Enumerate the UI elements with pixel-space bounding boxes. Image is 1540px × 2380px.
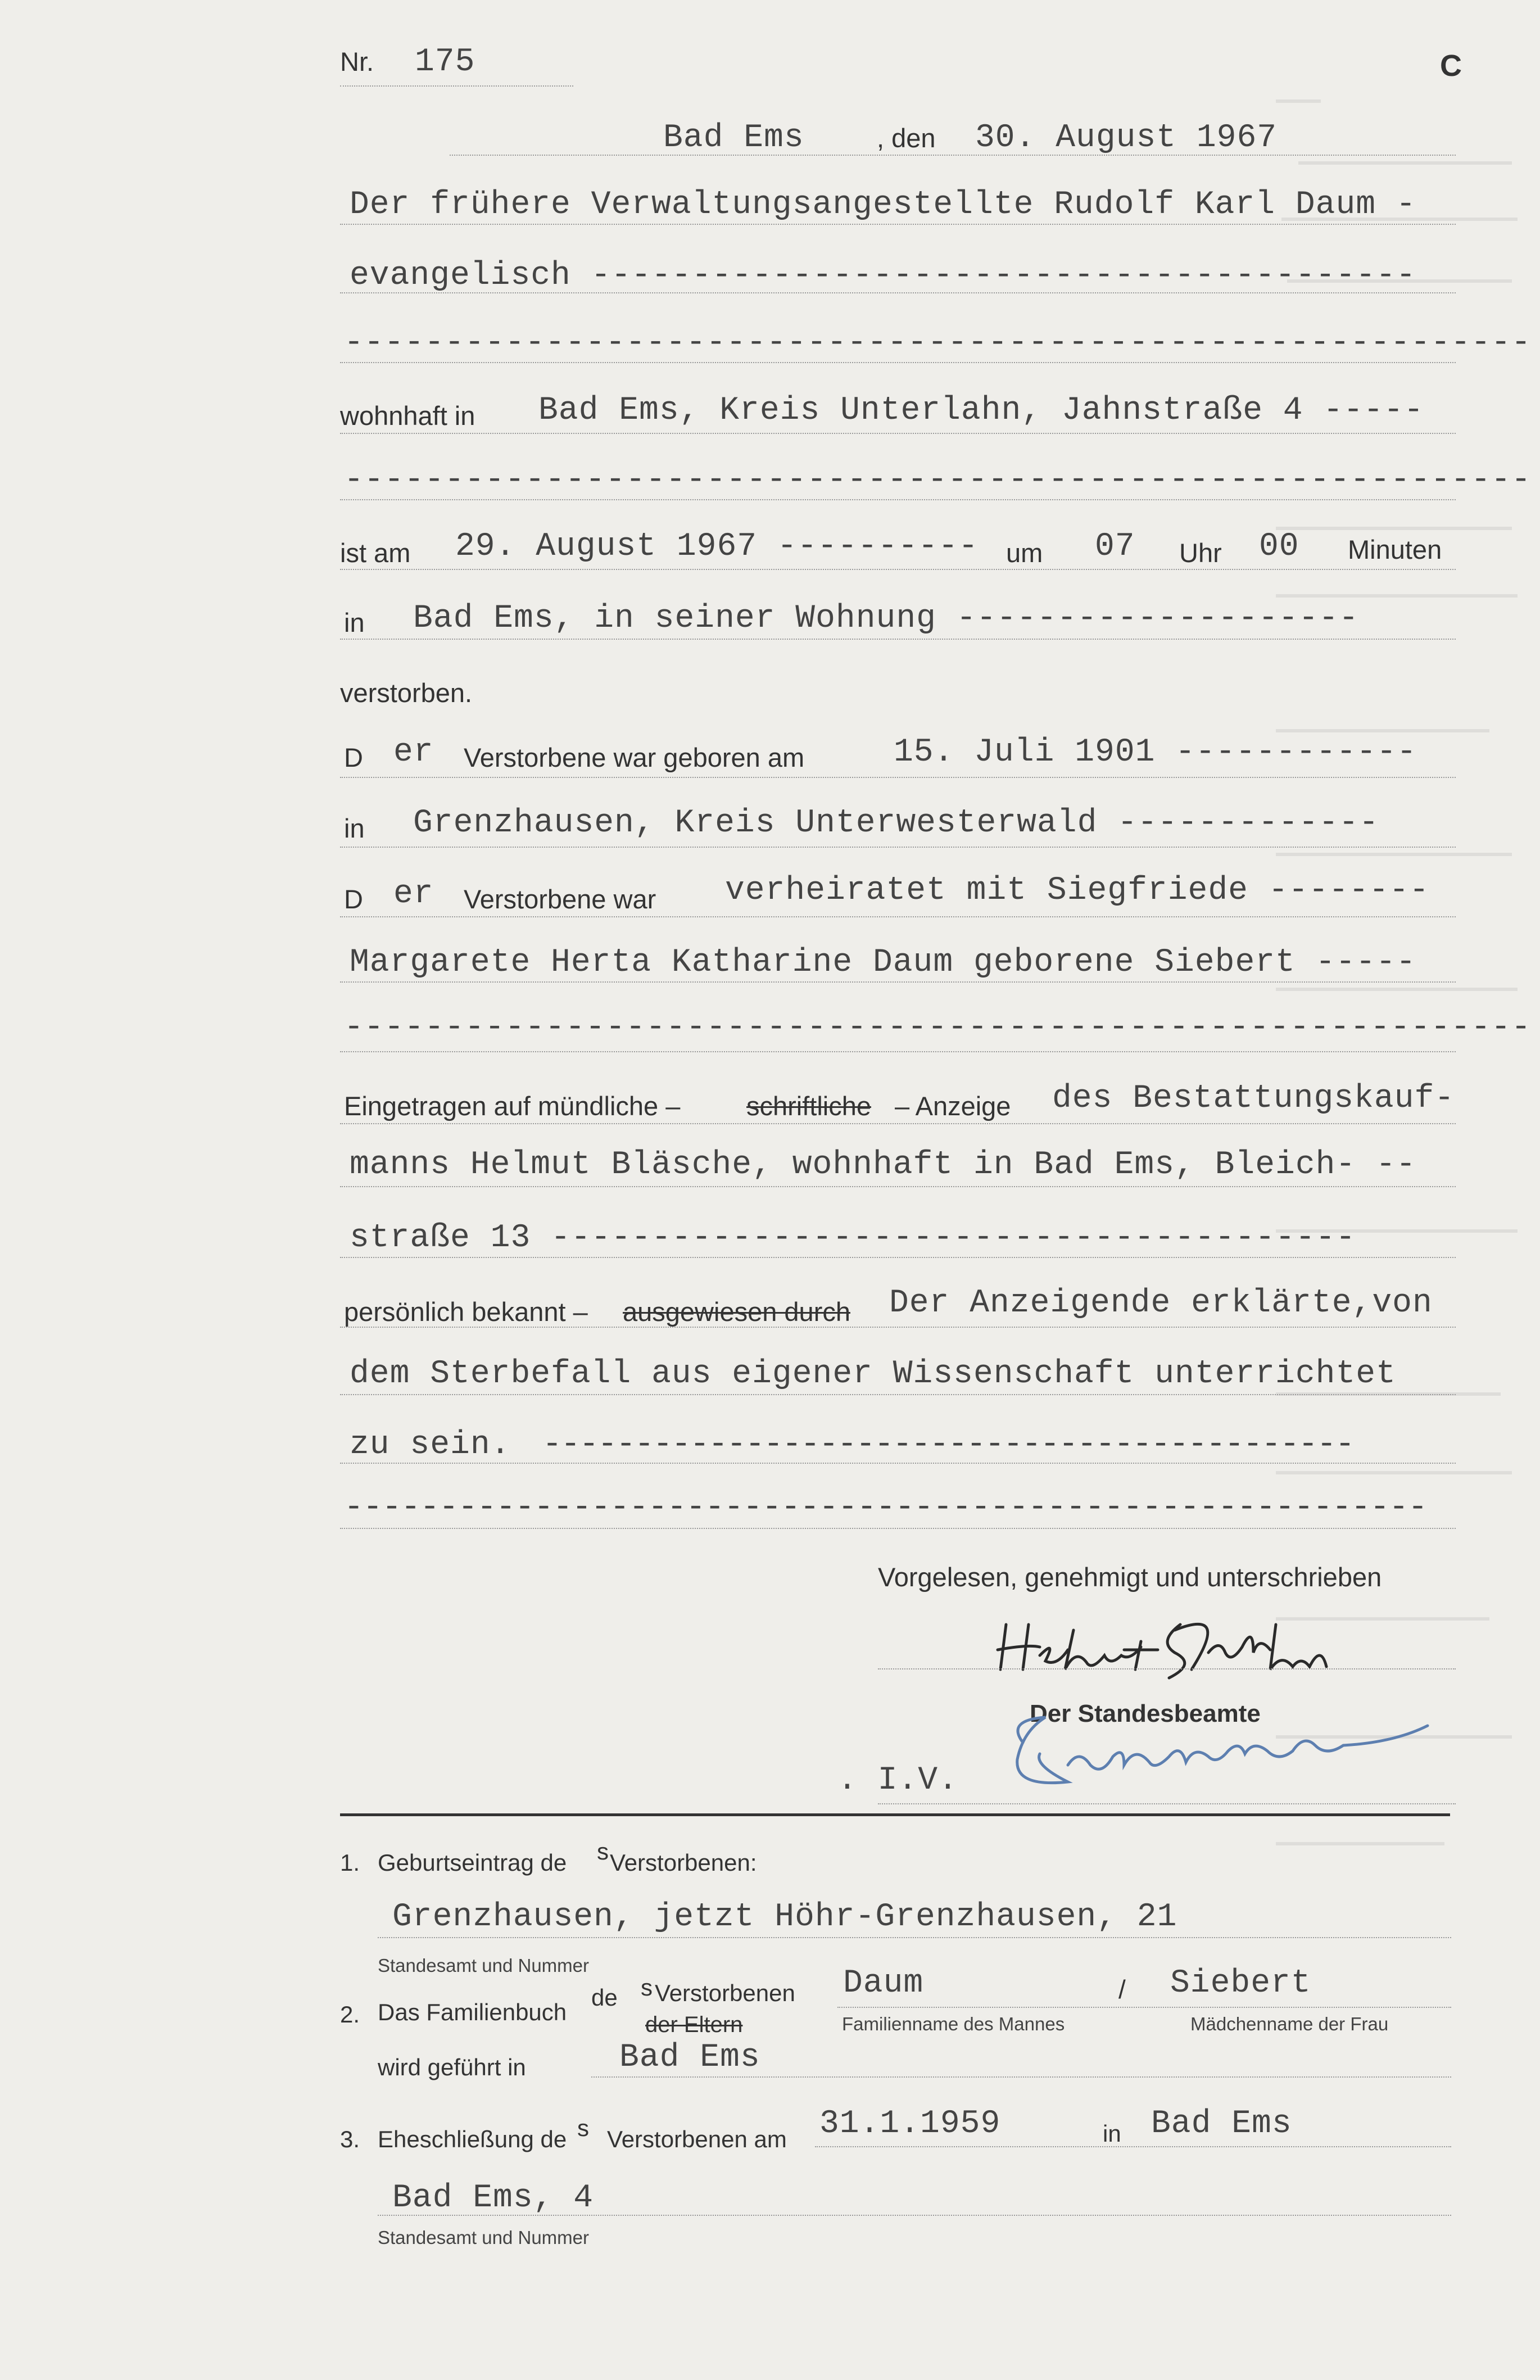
residence-value: Bad Ems, Kreis Unterlahn, Jahnstraße 4 ----- (538, 392, 1424, 429)
husband-surname: Daum (843, 1965, 924, 2002)
birth-d-label: D (344, 743, 363, 772)
deceased-religion: evangelisch ----------------------------------------- (350, 257, 1416, 294)
item2-verstorbenen: Verstorbenen (655, 1980, 795, 2006)
rule (340, 1463, 1456, 1464)
item3-label: Eheschließung de (378, 2126, 567, 2152)
issue-place: Bad Ems (663, 120, 804, 156)
item1-ending: s (597, 1838, 609, 1865)
item2-label: Das Familienbuch (378, 1999, 567, 2025)
iv-label: . I.V. (837, 1762, 958, 1799)
issue-date: 30. August 1967 (975, 120, 1278, 156)
rule (378, 2215, 1451, 2216)
item1-value: Grenzhausen, jetzt Höhr-Grenzhausen, 21 (392, 1899, 1177, 1935)
maedchenname-label: Mädchenname der Frau (1190, 2014, 1389, 2034)
rule (591, 2076, 1451, 2078)
death-minutes: 00 (1259, 528, 1299, 565)
den-label: , den (877, 123, 936, 153)
spouse-name: Margarete Herta Katharine Daum geborene Siebert ----- (350, 944, 1416, 981)
wird-gefuehrt-label: wird geführt in (378, 2054, 526, 2080)
declaration-line-1: Der Anzeigende erklärte,von (889, 1285, 1433, 1322)
death-place: Bad Ems, in seiner Wohnung -------------------- (413, 600, 1359, 637)
informant-name-line: manns Helmut Bläsche, wohnhaft in Bad Ems, Bleich- -- (350, 1147, 1416, 1183)
item1-number: 1. (340, 1849, 360, 1876)
item3-number: 3. (340, 2126, 360, 2152)
rule (837, 2007, 1451, 2008)
rule (340, 499, 1456, 500)
schriftliche-struck: schriftliche (746, 1091, 872, 1121)
rule (340, 292, 1456, 293)
rule (340, 1051, 1456, 1052)
verstorben-label: verstorben. (340, 678, 473, 708)
rule (340, 777, 1456, 778)
official-signature-line (878, 1803, 1456, 1804)
standesbeamte-label: Der Standesbeamte (1030, 1700, 1261, 1727)
residence-filler-line: ----------------------------------------------------------- (344, 462, 1532, 499)
rule (340, 569, 1456, 570)
marriage-gender-ending: er (393, 876, 434, 912)
item1-label2: Verstorbenen: (610, 1849, 757, 1876)
item2-de: de (591, 1984, 618, 2011)
standesamt-label-2: Standesamt und Nummer (378, 2227, 590, 2248)
name-separator: / (1118, 1975, 1126, 2004)
minuten-label: Minuten (1348, 535, 1442, 564)
rule (340, 1257, 1456, 1258)
item2-eltern-struck: der Eltern (645, 2012, 743, 2037)
date-underline (450, 155, 1456, 156)
informant-occupation: des Bestattungskauf- (1052, 1080, 1455, 1117)
declaration-line-3-dashes: -------------------------------------------- (542, 1427, 1354, 1463)
marriage-filler-line: ----------------------------------------------------------- (344, 1010, 1532, 1046)
marriage-date: 31.1.1959 (819, 2106, 1001, 2142)
rule (378, 1937, 1451, 1938)
rule (340, 1528, 1456, 1529)
bekannt-label: persönlich bekannt – (344, 1297, 588, 1327)
rule (340, 639, 1456, 640)
wohnhaft-label: wohnhaft in (340, 401, 475, 431)
ist-am-label: ist am (340, 538, 411, 568)
deceased-line-1: Der frühere Verwaltungsangestellte Rudolf Karl Daum - (350, 187, 1416, 223)
rule (340, 916, 1456, 917)
rule (340, 1186, 1456, 1187)
informant-street-line: straße 13 ---------------------------------------- (350, 1220, 1356, 1256)
marriage-label: Verstorbene war (464, 884, 656, 914)
standesamt-label: Standesamt und Nummer (378, 1955, 590, 1976)
death-date: 29. August 1967 ---------- (455, 528, 979, 565)
ausgewiesen-struck: ausgewiesen durch (623, 1297, 850, 1327)
item3-ending: s (577, 2115, 589, 2141)
family-book-place: Bad Ems (619, 2039, 760, 2076)
rule (340, 433, 1456, 434)
rule (340, 981, 1456, 983)
item2-ending: s (641, 1974, 653, 2001)
death-hour: 07 (1095, 528, 1135, 565)
informant-signature-line (878, 1668, 1456, 1669)
item3-label2: Verstorbenen am (607, 2126, 787, 2152)
birth-in-label: in (344, 813, 365, 843)
item3-in-label: in (1103, 2120, 1121, 2147)
rule (340, 224, 1456, 225)
nr-label: Nr. (340, 47, 374, 76)
rule (340, 1394, 1456, 1395)
um-label: um (1006, 538, 1043, 568)
familienname-label: Familienname des Mannes (842, 2014, 1065, 2034)
uhr-label: Uhr (1179, 538, 1222, 568)
rule (340, 847, 1456, 848)
item2-number: 2. (340, 2001, 360, 2028)
item1-label: Geburtseintrag de (378, 1849, 567, 1876)
corner-letter: C (1440, 49, 1462, 83)
register-number: 175 (415, 44, 475, 80)
rule (340, 1327, 1456, 1328)
deceased-filler-line: ----------------------------------------------------------- (344, 325, 1532, 361)
nr-underline (340, 85, 573, 87)
footer-divider (340, 1813, 1450, 1816)
rule (340, 1123, 1456, 1124)
marital-status: verheiratet mit Siegfriede -------- (725, 872, 1430, 909)
official-signature (1000, 1709, 1450, 1799)
birth-gender-ending: er (393, 734, 434, 771)
declaration-line-3: zu sein. (350, 1427, 511, 1463)
death-in-label: in (344, 608, 365, 637)
rule (340, 362, 1456, 363)
item3-value: Bad Ems, 4 (392, 2180, 594, 2216)
rule (815, 2146, 1451, 2147)
eingetragen-label: Eingetragen auf mündliche – (344, 1091, 681, 1121)
informant-signature (995, 1608, 1355, 1681)
marriage-place: Bad Ems (1151, 2106, 1292, 2142)
birth-label: Verstorbene war geboren am (464, 743, 805, 772)
marriage-d-label: D (344, 884, 363, 914)
birth-place: Grenzhausen, Kreis Unterwesterwald ------------- (413, 805, 1379, 841)
declaration-filler-line: --------------------------------------------------------- (344, 1490, 1427, 1526)
declaration-line-2: dem Sterbefall aus eigener Wissenschaft unterrichtet (350, 1356, 1396, 1392)
wife-maiden-name: Siebert (1170, 1965, 1311, 2002)
vorgelesen-label: Vorgelesen, genehmigt und unterschrieben (878, 1562, 1382, 1592)
birth-date: 15. Juli 1901 ------------ (894, 734, 1417, 771)
anzeige-label: – Anzeige (895, 1091, 1011, 1121)
